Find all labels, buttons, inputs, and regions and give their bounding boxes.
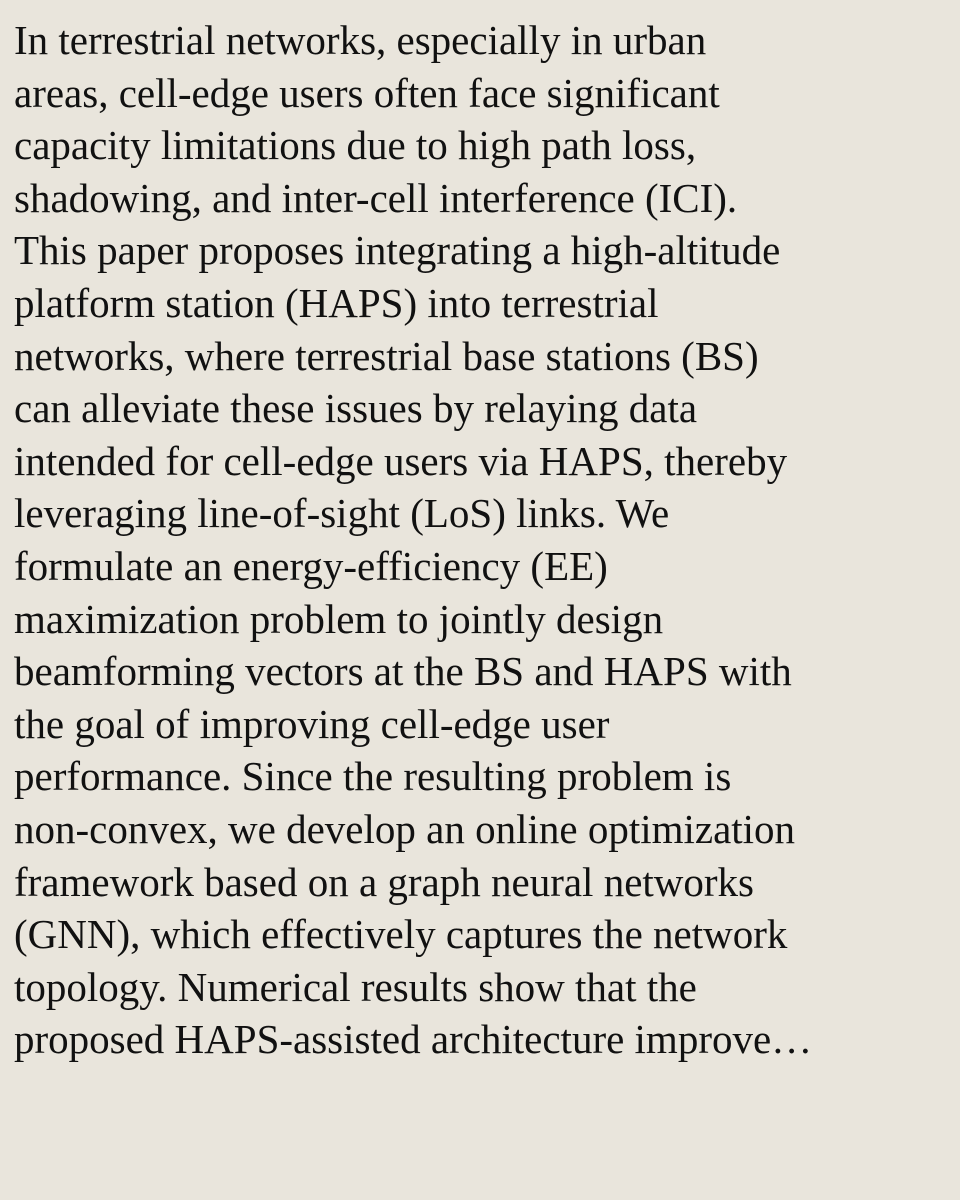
text-line: This paper proposes integrating a high-altitude (14, 227, 781, 274)
text-line: areas, cell-edge users often face significant (14, 69, 720, 116)
text-line: the goal of improving cell-edge user (14, 700, 610, 747)
text-line: networks, where terrestrial base stations (BS) (14, 332, 759, 379)
text-line: shadowing, and inter-cell interference (ICI). (14, 174, 738, 221)
text-line: maximization problem to jointly design (14, 595, 664, 642)
text-line: can alleviate these issues by relaying data (14, 385, 698, 432)
text-line: performance. Since the resulting problem is (14, 753, 732, 800)
abstract-paragraph (14, 14, 954, 1066)
text-line: formulate an energy-efficiency (EE) (14, 542, 608, 589)
text-line: framework based on a graph neural networks (14, 858, 755, 905)
text-line: beamforming vectors at the BS and HAPS with (14, 648, 792, 695)
text-line: (GNN), which effectively captures the network (14, 911, 788, 958)
text-line: topology. Numerical results show that the (14, 963, 697, 1010)
text-line: capacity limitations due to high path loss, (14, 122, 697, 169)
text-line: intended for cell-edge users via HAPS, thereby (14, 437, 788, 484)
text-line: leveraging line-of-sight (LoS) links. We (14, 490, 670, 537)
text-line: platform station (HAPS) into terrestrial (14, 279, 659, 326)
text-line: proposed HAPS-assisted architecture improve… (14, 1016, 813, 1063)
text-line: In terrestrial networks, especially in urban (14, 17, 707, 63)
text-line: non-convex, we develop an online optimization (14, 805, 796, 852)
